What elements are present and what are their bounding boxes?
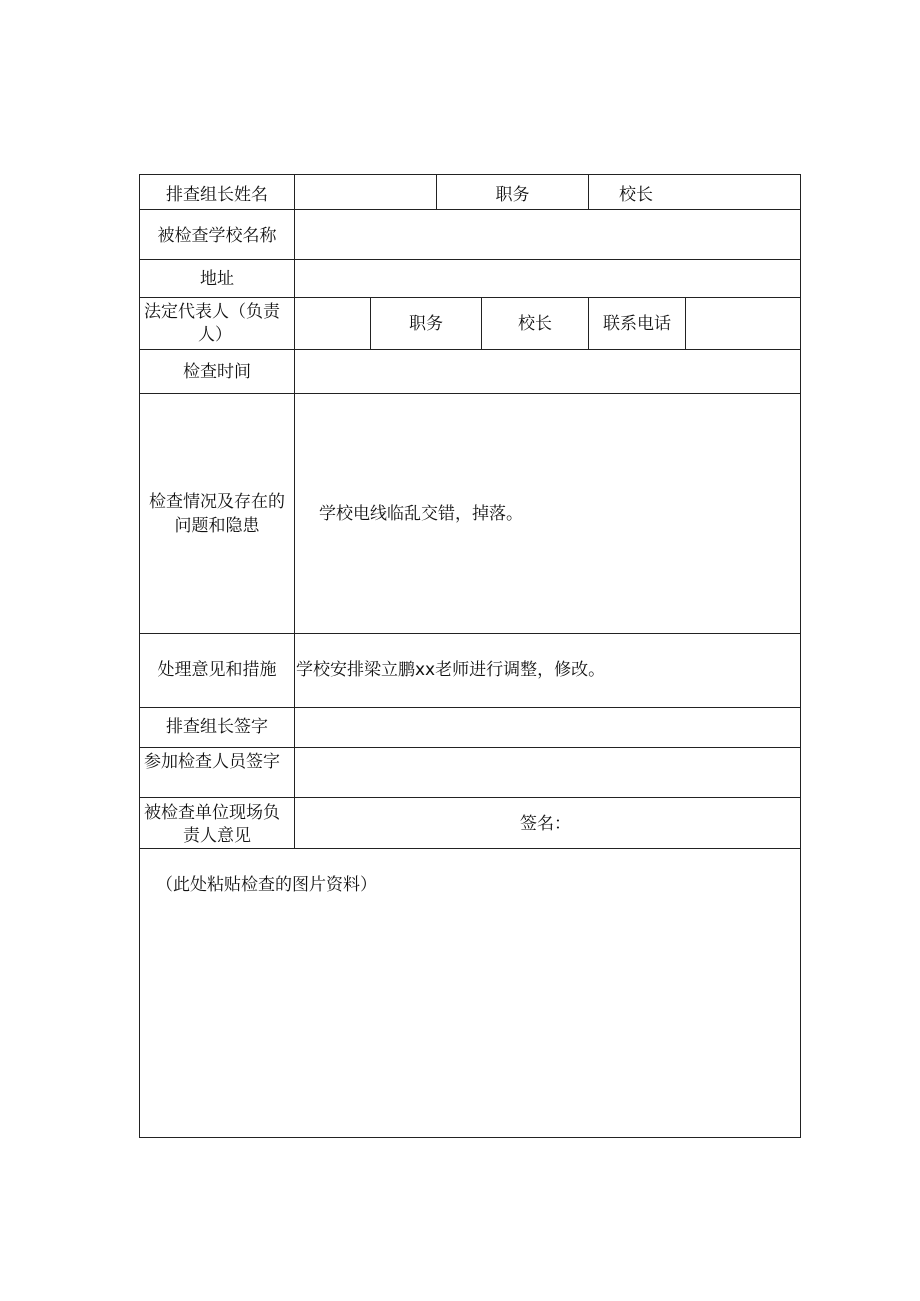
participants-signature-field[interactable] [295,748,800,797]
legal-rep-position-value: 校长 [518,314,552,334]
leader-signature-label: 排查组长签字 [166,717,268,737]
legal-rep-position-label: 职务 [409,314,443,334]
leader-name-label: 排查组长姓名 [166,185,268,205]
leader-signature-field[interactable] [295,708,800,747]
leader-name-field[interactable] [295,175,436,209]
issues-value: 学校电线临乱交错，掉落。 [319,504,523,524]
photo-area[interactable] [140,849,800,1137]
school-name-field[interactable] [295,210,800,259]
leader-position-field[interactable] [589,175,800,209]
legal-rep-position-field[interactable] [482,298,588,349]
inspection-time-label: 检查时间 [183,362,251,382]
issues-field[interactable] [295,394,800,633]
leader-position-value: 校长 [619,185,653,205]
address-label: 地址 [200,269,234,289]
measures-value: 学校安排梁立鹏xx老师进行调整，修改。 [296,660,606,680]
onsite-opinion-field[interactable] [295,798,800,848]
legal-rep-label-line2: 人） [198,325,232,345]
phone-field[interactable] [686,298,800,349]
leader-position-label: 职务 [495,185,530,205]
measures-label: 处理意见和措施 [157,660,277,680]
measures-field[interactable] [295,634,800,707]
legal-rep-label-line1: 法定代表人（负责 [144,302,280,322]
phone-label: 联系电话 [603,314,671,334]
legal-rep-field[interactable] [295,298,370,349]
participants-signature-label: 参加检查人员签字 [144,752,280,772]
address-field[interactable] [295,260,800,297]
photo-note: （此处粘贴检查的图片资料） [156,875,377,895]
onsite-opinion-label-line2: 责人意见 [183,826,251,846]
inspection-time-field[interactable] [295,350,800,393]
issues-label-line1: 检查情况及存在的 [149,492,285,512]
inspection-form [139,174,801,1138]
issues-label-line2: 问题和隐患 [174,516,260,536]
signature-label: 签名： [520,814,571,834]
onsite-opinion-label-line1: 被检查单位现场负 [144,803,280,823]
school-name-label: 被检查学校名称 [157,226,277,246]
